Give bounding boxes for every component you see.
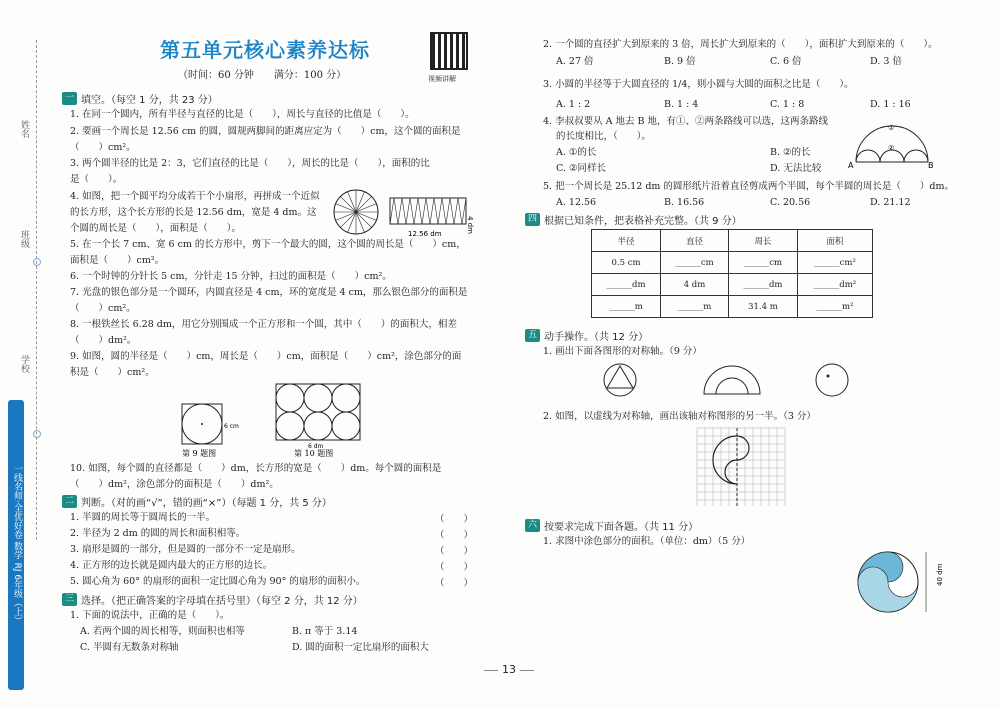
qr-label: 视频讲解: [428, 75, 456, 83]
circle-table: 半径 直径 周长 面积 0.5 cm ______cm ______cm ______cm² ______dm 4 dm ______dm ______dm² ______m ______m 31.4 m ______m²: [591, 229, 873, 318]
page-title: 第五单元核心素养达标: [160, 38, 370, 62]
section-4-header: 四 根据已知条件，把表格补充完整。（共 9 分）: [525, 212, 742, 227]
svg-text:A: A: [848, 161, 854, 170]
qr-code-icon[interactable]: [430, 32, 468, 70]
svg-text:B: B: [928, 161, 934, 170]
symmetry-figures: [600, 360, 860, 400]
sector-rearrangement-figure: [332, 186, 472, 238]
name-label: 姓名: [19, 120, 29, 138]
svg-text:4 dm: 4 dm: [466, 216, 474, 234]
svg-text:40 dm: 40 dm: [936, 563, 944, 586]
grid-figure: [697, 428, 797, 508]
worksheet-page: 姓名 班级 学校 一线名师·全优好卷 数学 RJ 6年级（上） 第五单元核心素养达标 （时间：60 分钟 满分：100 分） 视频讲解 一 填空。（每空 1 分，共 23 分） 1. 在同一个圆内，所有半径与直径的比是（ ），周长与直径的比值是（ ）。 2. 要画一个周长是 12.56 cm 的圆，圆规两脚间的距离应定为（ ）cm，这个圆的面积是 （ ）cm²。 3. 两个圆半径的比是 2：3，它们直径的比是（ ），周长的比是（ ），面积的比 是（ ）。 4. 如图，把一个圆平均分成若干个小扇形，再拼成一个近似 的长方形，这个长方形的长是 12.56 dm，宽是 4 dm。这 个圆的周长是（ ），面积是（ ）。 12.56 dm 4 dm 5. 在一个长 7 cm、宽 6 cm 的长方形中，剪下一个最大的圆，这个圆的周长是（ ）cm， 面积是（ ）cm²。 6. 一个时钟的分针长 5 cm，分针走 15 分钟，扫过的面积是（ ）cm²。 7. 光盘的银色部分是一个圆环，内圆直径是 4 cm，环的宽度是 4 cm，那么银色部分的面积是 （ ）cm²。 8. 一根铁丝长 6.28 dm，用它分别围成一个正方形和一个圆，其中（ ）的面积大，相差 （ ）dm²。 9. 如图，圆的半径是（ ）cm，周长是（ ）cm，面积是（ ）cm²，涂色部分的面 积是（ ）cm²。 6 cm 第 9 题图 6 dm 第 10 题图 10. 如图，每个圆的直径都是（ ）dm，长方形的宽是（ ）dm。每个圆的面积是 （ ）dm²，涂色部分的面积是（ ）dm²。 二 判断。（对的画“√”，错的画“×”）（每题 1 分，共 5 分） 1. 半圆的周长等于圆周长的一半。 2. 半径为 2 dm 的圆的周长和面积相等。 3. 扇形是圆的一部分，但是圆的一部分不一定是扇形。 4. 正方形的边长就是圆内最大的正方形的边长。 5. 圆心角为 60° 的扇形的面积一定比圆心角为 90° 的扇形的面积小。 （ ） （ ） （ ） （ ） （ ） 三 选择。（把正确答案的字母填在括号里）（每空 2 分，共 12 分） 1. 下面的说法中，正确的是（ ）。 A. 若两个圆的周长相等，则面积也相等 B. π 等于 3.14 C. 半圆有无数条对称轴 D. 圆的面积一定比扇形的面积大 2. 一个圆的直径扩大到原来的 3 倍，周长扩大到原来的（ ），面积扩大到原来的（ ）。 A. 27 倍 B. 9 倍 C. 6 倍 D. 3 倍 3. 小圆的半径等于大圆直径的 1/4，则小圆与大圆的面积之比是（ ）。 A. 1 : 2 B. 1 : 4 C. 1 : 8 D. 1 : 16 4. 李叔叔要从 A 地去 B 地，有①、②两条路线可以选，这两条路线 的长度相比，（ ）。 A. ①的长 B. ②的长 C. ②同样长 D. 无法比较 A B ① ② 5. 把一个周长是 25.12 dm 的圆形纸片沿着直径剪成两个半圆，每个半圆的周长是（ ）dm。 A. 12.56 B. 16.56 C. 20.56 D. 21.12 四 根据已知条件，把表格补充完整。（共 9 分） 半径 直径 周长 面积 0.5 cm ______cm ______cm ______cm² ______dm 4 dm ______dm ______dm² ______m ______m 31.4 m ______m² 五 动手操作。（共 12 分） 1. 画出下面各图形的对称轴。（9 分） 2. 如图，以虚线为对称轴，画出该轴对称图形的另一半。（3 分） 六 按要求完成下面各题。（共 11 分） 1. 求图中涂色部分的面积。（单位：dm）（5 分） 40 dm 13: [0, 0, 1000, 708]
route-figure: [848, 116, 938, 170]
section-5-header: 五 动手操作。（共 12 分）: [525, 328, 648, 343]
shaded-circle-figure: [856, 550, 946, 614]
fig9-caption: 第 9 题图: [182, 449, 217, 458]
binding-margin: [0, 0, 52, 708]
fig9-fig10: [178, 382, 378, 462]
section-6-header: 六 按要求完成下面各题。（共 11 分）: [525, 518, 698, 533]
svg-text:①: ①: [888, 124, 895, 132]
svg-text:6 cm: 6 cm: [224, 423, 239, 430]
svg-text:6 dm: 6 dm: [308, 443, 324, 450]
svg-text:②: ②: [888, 144, 895, 152]
dim-length: 12.56 dm: [408, 230, 442, 238]
brand-strip: 一线名师·全优好卷 数学 RJ 6年级（上）: [8, 400, 24, 690]
section-2-header: 二 判断。（对的画“√”，错的画“×”）（每题 1 分，共 5 分）: [62, 494, 332, 509]
fig10-caption: 第 10 题图: [294, 449, 334, 458]
school-label: 学校: [19, 355, 29, 373]
time-score: （时间：60 分钟 满分：100 分）: [178, 70, 347, 81]
class-label: 班级: [19, 230, 29, 248]
section-3-header: 三 选择。（把正确答案的字母填在括号里）（每空 2 分，共 12 分）: [62, 592, 363, 607]
page-number: 13: [480, 663, 538, 676]
section-1-header: 一 填空。（每空 1 分，共 23 分）: [62, 91, 218, 106]
